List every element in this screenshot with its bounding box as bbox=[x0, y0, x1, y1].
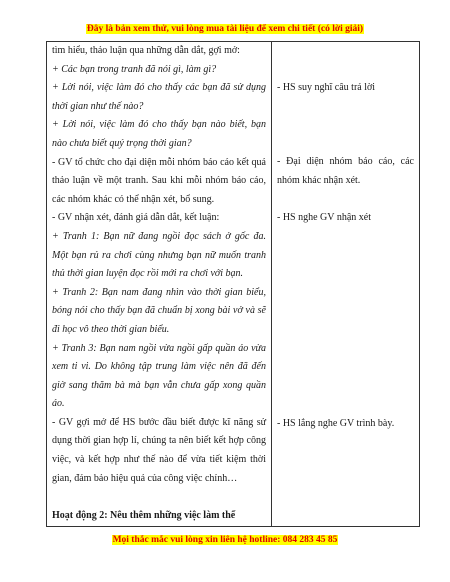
preview-banner-text: Đây là bản xem thử, vui lòng mua tài liệu để xem chi tiết (có lời giải) bbox=[86, 24, 364, 34]
table-row bbox=[47, 42, 420, 527]
picture-description: + Tranh 1: Bạn nữ đang ngồi đọc sách ở gốc đa. Một bạn rủ ra chơi cùng nhưng bạn nữ muốn tranh thủ thời gian luyện đọc rồi mới ra chơi với bạn. bbox=[52, 230, 266, 280]
teacher-line: - GV gợi mở để HS bước đầu biết được kĩ năng sử dụng thời gian hợp lí, chúng ta nên biết kết hợp công việc, và kết hợp như thế nào để vừa tiết kiệm thời gian, đảm bảo hiệu quả của công việc chính… bbox=[52, 416, 266, 484]
student-line: - HS lắng nghe GV trình bày. bbox=[277, 418, 395, 429]
question-line: + Lời nói, việc làm đó cho thấy bạn nào biết, bạn nào chưa biết quý trọng thời gian? bbox=[52, 119, 266, 149]
student-line: - HS nghe GV nhận xét bbox=[277, 212, 371, 223]
lesson-table bbox=[46, 41, 420, 527]
blank-line bbox=[52, 488, 266, 507]
hotline-banner-text: Mọi thắc mắc vui lòng xin liên hệ hotline: 084 283 45 85 bbox=[112, 535, 338, 545]
teacher-line: - GV nhận xét, đánh giá dẫn dắt, kết luận: bbox=[52, 212, 220, 224]
teacher-activity-cell bbox=[47, 42, 272, 527]
student-line: - Đại diện nhóm báo cáo, các nhóm khác nhận xét. bbox=[277, 156, 414, 186]
preview-banner bbox=[0, 24, 450, 34]
student-line: - HS suy nghĩ câu trả lời bbox=[277, 82, 376, 93]
hotline-banner bbox=[0, 535, 450, 545]
picture-description: + Tranh 3: Bạn nam ngồi vừa ngồi gấp quần áo vừa xem ti vi. Do không tập trung làm việc nên đã đến giờ sang thăm bà mà bạn vẫn chưa gấp xong quần áo. bbox=[52, 342, 266, 410]
picture-description: + Tranh 2: Bạn nam đang nhìn vào thời gian biểu, bóng nói cho thấy bạn đã chuẩn bị xong bài vở và sẽ đi học vô theo thời gian biểu. bbox=[52, 286, 266, 335]
activity-heading: Hoạt động 2: Nêu thêm những việc làm thể bbox=[52, 509, 236, 521]
question-line: + Các bạn trong tranh đã nói gì, làm gì? bbox=[52, 63, 217, 75]
student-activity-cell bbox=[272, 42, 420, 527]
question-line: + Lời nói, việc làm đó cho thấy các bạn đã sử dụng thời gian như thế nào? bbox=[52, 82, 266, 112]
teacher-line: tìm hiểu, thảo luận qua những dẫn dắt, gợi mở: bbox=[52, 45, 240, 56]
teacher-line: - GV tổ chức cho đại diện mỗi nhóm báo cáo kết quả thảo luận về một tranh. Sau khi mỗi nhóm báo cáo, các nhóm khác có thể nhận xét, bổ sung. bbox=[52, 156, 266, 205]
